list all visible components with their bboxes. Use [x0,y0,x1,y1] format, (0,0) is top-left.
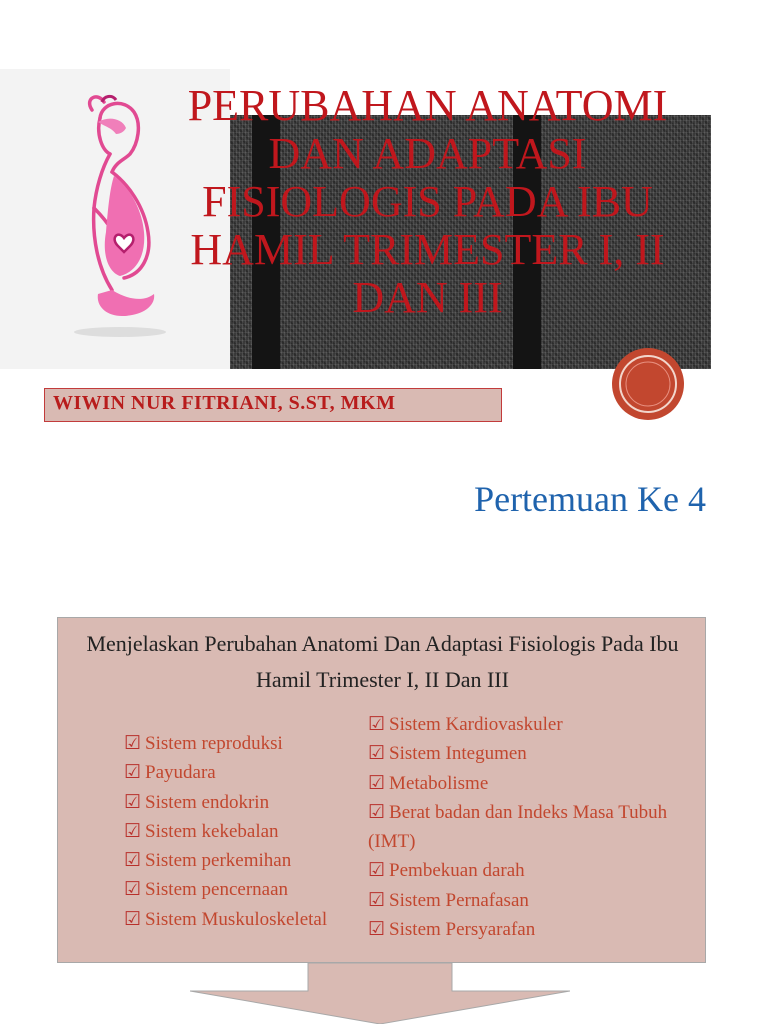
list-item-label: Sistem kekebalan [145,820,279,842]
list-item [124,729,364,758]
checkbox-icon: ☑ [368,801,386,823]
meeting-number: Pertemuan Ke 4 [474,479,706,519]
checkbox-icon: ☑ [368,714,386,735]
list-item [368,886,668,915]
checkbox-icon: ☑ [124,791,142,813]
list-item-label: Payudara [145,762,216,784]
author-box [44,388,502,422]
content-heading: Menjelaskan Perubahan Anatomi Dan Adaptasi Fisiologis Pada Ibu Hamil Trimester I, II Dan III [86,631,679,692]
checkbox-icon: ☑ [368,743,386,765]
checkbox-icon: ☑ [124,908,142,930]
list-item-label: Metabolisme [389,772,489,794]
list-item-label: Sistem Kardiovaskuler [389,714,563,735]
left-topic-list [124,729,364,934]
title-line: DAN III [352,273,503,322]
checkbox-icon: ☑ [124,733,142,754]
list-item [124,875,364,904]
checkbox-icon: ☑ [368,860,386,882]
list-item-label: Sistem endokrin [145,791,270,813]
author-name: WIWIN NUR FITRIANI, S.ST, MKM [53,392,396,414]
content-box [57,617,706,963]
list-item [368,739,668,768]
list-item [124,905,364,934]
checkbox-icon: ☑ [368,889,386,911]
checkbox-icon: ☑ [124,762,142,784]
list-item [124,758,364,787]
list-item [368,769,668,798]
list-item-label: Berat badan dan Indeks Masa Tubuh (IMT) [368,801,668,853]
down-arrow-icon [190,963,570,1024]
list-item-label: Sistem Persyarafan [389,919,536,941]
list-item-label: Sistem Pernafasan [389,889,529,911]
pregnant-woman-icon [62,88,172,338]
list-item [124,846,364,875]
title-line: HAMIL TRIMESTER I, II [190,225,665,274]
checkbox-icon: ☑ [124,820,142,842]
title-line: DAN ADAPTASI [268,129,587,178]
list-item [124,817,364,846]
checkbox-icon: ☑ [368,919,386,941]
list-item [124,788,364,817]
circle-ornament-icon [610,346,686,422]
list-item-label: Sistem Muskuloskeletal [145,908,328,930]
title-line: PERUBAHAN ANATOMI [187,81,668,130]
list-item [368,856,668,885]
list-item [368,915,668,944]
list-item-label: Sistem pencernaan [145,879,289,901]
slide-title [165,82,690,322]
checkbox-icon: ☑ [124,850,142,872]
title-line: FISIOLOGIS PADA IBU [202,177,653,226]
right-topic-list [368,710,668,944]
list-item-label: Sistem reproduksi [145,733,283,754]
list-item-label: Sistem Integumen [389,743,527,765]
list-item [368,798,668,857]
checkbox-icon: ☑ [124,879,142,901]
list-item-label: Sistem perkemihan [145,850,292,872]
list-item [368,710,668,739]
checkbox-icon: ☑ [368,772,386,794]
list-item-label: Pembekuan darah [389,860,525,882]
